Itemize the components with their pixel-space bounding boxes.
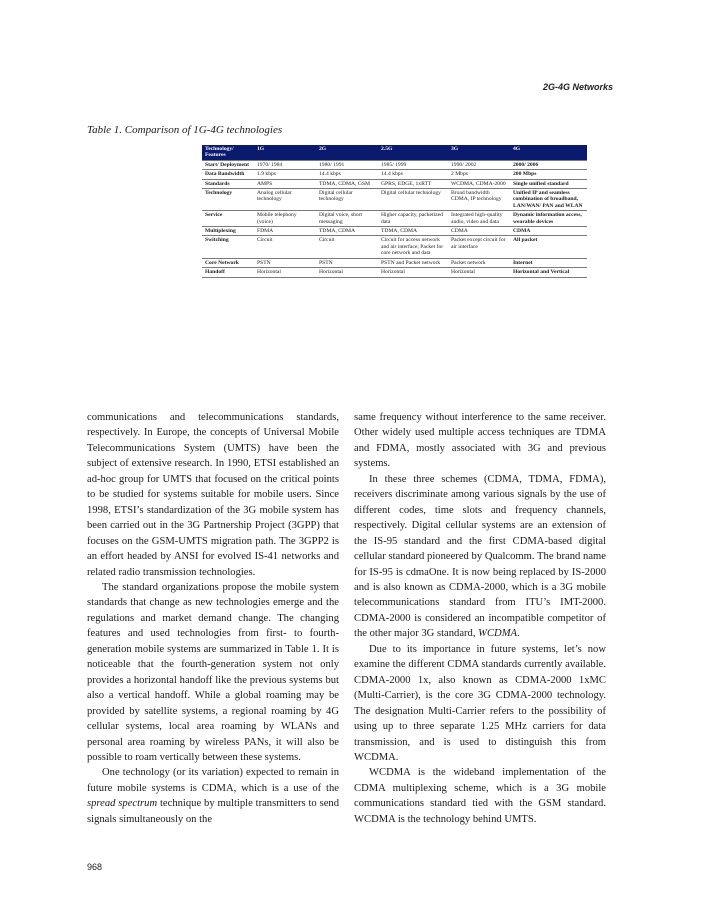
table-cell: AMPS (254, 179, 316, 188)
table-cell: Integrated high-quality audio, video and data (448, 211, 510, 227)
table-cell: 1970/ 1984 (254, 160, 316, 169)
page-number: 968 (87, 862, 103, 872)
table-cell: Horizontal (254, 268, 316, 277)
body-paragraph (354, 472, 606, 642)
table-cell: 1985/ 1999 (378, 160, 448, 169)
table-row (202, 258, 587, 267)
body-paragraph: communications and telecommunications standards, respectively. In Europe, the concepts of Universal Mobile Telecommunications System (UMTS) have been the subject of extensive research. In 1990, ETSI established an ad-hoc group for UMTS that focused on the critical points to be studied for systems suitable for mobile users. Since 1998, ETSI’s standardization of the 3G mobile system has been carried out in the 3G Partnership Project (3GPP) that focuses on the GSM-UMTS migration path. The 3GPP2 is an effort headed by ANSI for evolved IS-41 networks and related radio transmission technologies. (87, 412, 339, 578)
table-cell: Circuit (316, 236, 378, 258)
text-span: In these three schemes (CDMA, TDMA, FDMA), receivers discriminate among various signals by the use of different codes, time slots and frequency channels, respectively. Digital cellular systems are an extension of the IS-95 standard and the first CDMA-based digital cellular standard pioneered by Qualcomm. The brand name for IS-95 is cdmaOne. It is now being replaced by IS-2000 and is also known as CDMA-2000, which is a 3G mobile telecommunications standard from ITU’s IMT-2000. CDMA-2000 is considered an incompatible competitor of the other major 3G standard, (354, 473, 606, 640)
table-cell: TDMA, CDMA, GSM (316, 179, 378, 188)
table-row (202, 170, 587, 179)
table-cell: Horizontal and Vertical (510, 268, 587, 277)
table-cell: Horizontal (316, 268, 378, 277)
table-cell: GPRS, EDGE, 1xRTT (378, 179, 448, 188)
header-cell: 4G (510, 145, 587, 160)
table-cell: 14.4 kbps (316, 170, 378, 179)
header-cell: 2G (316, 145, 378, 160)
table-cell: WCDMA, CDMA-2000 (448, 179, 510, 188)
header-cell: 1G (254, 145, 316, 160)
table-cell: TDMA, CDMA (378, 227, 448, 236)
table-cell: Circuit (254, 236, 316, 258)
table-cell: PSTN (316, 258, 378, 267)
table-cell: Digital voice, short messaging (316, 211, 378, 227)
header-cell: 2.5G (378, 145, 448, 160)
table-cell: 200 Mbps (510, 170, 587, 179)
table-cell: Unified IP and seamless combination of broadband, LAN/WAN/ PAN and WLAN (510, 189, 587, 211)
table-cell: Analog cellular technology (254, 189, 316, 211)
emphasis-term: WCDMA (478, 628, 517, 640)
text-span: One technology (or its variation) expected to remain in future mobile systems is CDMA, which is a use of the (87, 767, 339, 794)
row-header-cell: Standards (202, 179, 254, 188)
right-text-column (354, 410, 606, 827)
row-header-cell: Service (202, 211, 254, 227)
header-cell: Technology/ Features (202, 145, 254, 160)
table-cell: Horizontal (448, 268, 510, 277)
table-cell: Internet (510, 258, 587, 267)
table-cell: Single unified standard (510, 179, 587, 188)
table-cell: Circuit for access network and air interface; Packet for core network and data (378, 236, 448, 258)
table-cell: PSTN (254, 258, 316, 267)
table-cell: Horizontal (378, 268, 448, 277)
table-cell: Broad bandwidth CDMA, IP technology (448, 189, 510, 211)
table-row (202, 236, 587, 258)
table-row (202, 211, 587, 227)
row-header-cell: Multiplexing (202, 227, 254, 236)
table-cell: 1990/ 2002 (448, 160, 510, 169)
header-cell: 3G (448, 145, 510, 160)
body-paragraph: WCDMA is the wideband implementation of the CDMA multiplexing scheme, which is a 3G mobile communications standard tied with the GSM standard. WCDMA is the technology behind UMTS. (354, 767, 606, 825)
table-cell: CDMA (510, 227, 587, 236)
row-header-cell: Technology (202, 189, 254, 211)
table-cell: FDMA (254, 227, 316, 236)
running-head: 2G-4G Networks (542, 82, 613, 92)
table-cell: Packet except circuit for air interface (448, 236, 510, 258)
table-cell: Higher capacity, packetized data (378, 211, 448, 227)
comparison-table (202, 145, 587, 278)
table-cell: CDMA (448, 227, 510, 236)
left-text-column (87, 410, 339, 827)
row-header-cell: Start/ Deployment (202, 160, 254, 169)
table-row (202, 160, 587, 169)
table-cell: All packet (510, 236, 587, 258)
table-cell: 1980/ 1991 (316, 160, 378, 169)
emphasis-term: spread spectrum (87, 798, 158, 810)
body-paragraph: The standard organizations propose the mobile system standards that change as new technologies emerge and the regulations and market demand change. The changing features and used technologies from first- to fourth-generation mobile systems are summarized in Table 1. It is noticeable that the fourth-generation system not only provides a horizontal handoff like the previous systems but also a vertical handoff. While a global roaming may be provided by satellite systems, a regional roaming by 4G cellular systems, local area roaming by WLANs and personal area roaming by wireless PANs, it will also be possible to roam vertically between these systems. (87, 581, 339, 763)
table-row (202, 268, 587, 277)
table-cell: TDMA, CDMA (316, 227, 378, 236)
row-header-cell: Handoff (202, 268, 254, 277)
table-cell: 1.9 kbps (254, 170, 316, 179)
table-cell: Packet network (448, 258, 510, 267)
row-header-cell: Data Bandwidth (202, 170, 254, 179)
table-cell: PSTN and Packet network (378, 258, 448, 267)
table-cell: 2000/ 2006 (510, 160, 587, 169)
table-cell: Digital cellular technology (316, 189, 378, 211)
table-cell: Mobile telephony (voice) (254, 211, 316, 227)
text-span: . (517, 628, 520, 640)
body-paragraph: same frequency without interference to the same receiver. Other widely used multiple access techniques are TDMA and FDMA, mostly associated with 3G and previous systems. (354, 412, 606, 470)
table-row (202, 189, 587, 211)
table-row (202, 179, 587, 188)
table-caption: Table 1. Comparison of 1G-4G technologies (87, 124, 283, 136)
body-paragraph: Due to its importance in future systems, let’s now examine the different CDMA standards currently available. CDMA-2000 1x, also known as CDMA-2000 1xMC (Multi-Carrier), is the core 3G CDMA-2000 technology. The designation Multi-Carrier refers to the possibility of using up to three separate 1.25 MHz carriers for data transmission, and is used to distinguish this from WCDMA. (354, 643, 606, 763)
table-cell: Digital cellular technology (378, 189, 448, 211)
table-row (202, 227, 587, 236)
table-cell: 14.4 kbps (378, 170, 448, 179)
row-header-cell: Switching (202, 236, 254, 258)
table-cell: 2 Mbps (448, 170, 510, 179)
row-header-cell: Core Network (202, 258, 254, 267)
body-paragraph (87, 765, 339, 827)
table-header-row (202, 145, 587, 160)
text-span: technique by multiple transmitters to send signals simultaneously on the (87, 798, 339, 825)
table-cell: Dynamic information access, wearable devices (510, 211, 587, 227)
